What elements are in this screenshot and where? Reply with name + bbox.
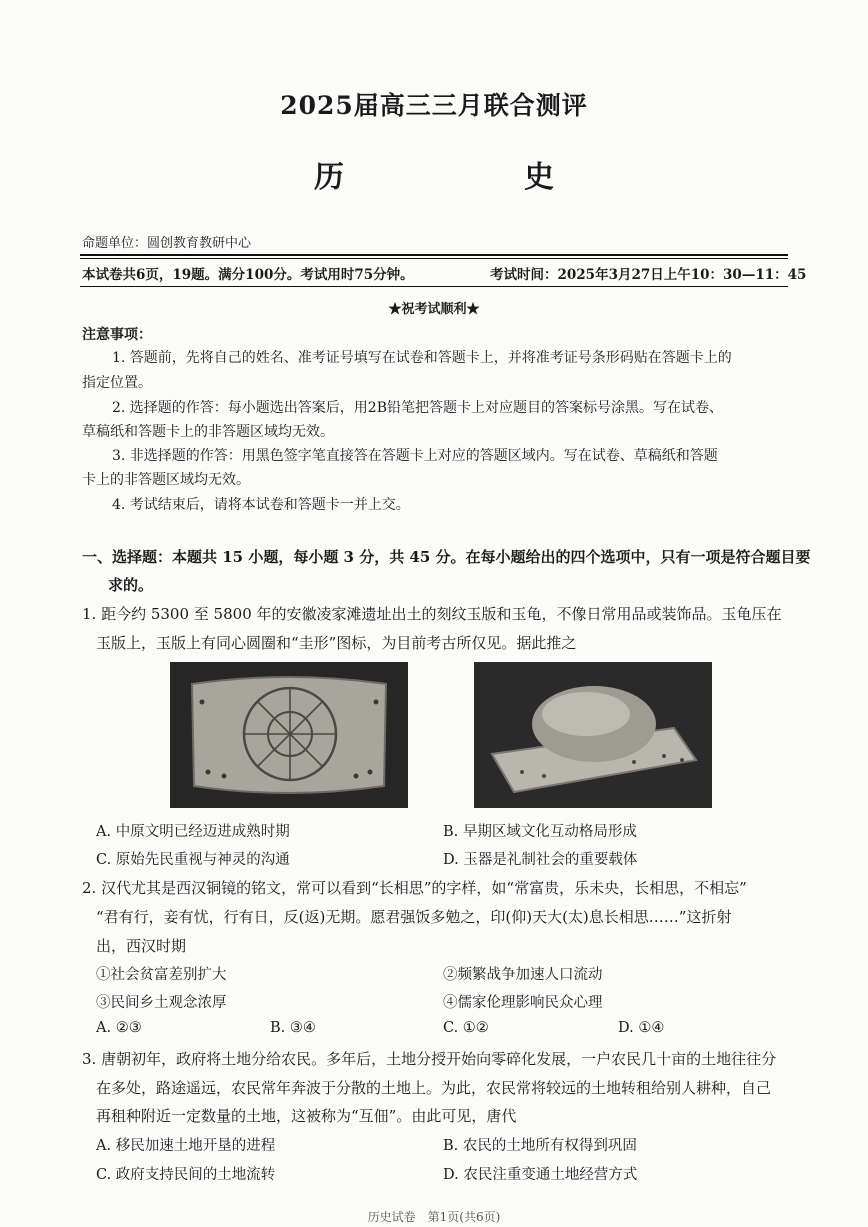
- q2-option-b: B. ③④: [270, 1020, 316, 1036]
- q2-statement-4: ④儒家伦理影响民众心理: [443, 995, 603, 1011]
- question-2-stem: “君有行，妾有忧，行有日，反(返)无期。愿君强饭多勉之，印(仰)天大(太)息长相思……”这折射: [96, 908, 732, 926]
- q3-option-c: C. 政府支持民间的土地流转: [96, 1167, 276, 1183]
- q3-option-a: A. 移民加速土地开垦的进程: [96, 1138, 276, 1154]
- question-3-stem: 在多处，路途遥远，农民常年奔波于分散的土地上。为此，农民常将较远的土地转租给别人耕种，自己: [96, 1079, 772, 1097]
- jade-turtle-photo: [474, 662, 712, 808]
- question-2-stem: 出，西汉时期: [96, 937, 187, 955]
- q2-statement-3: ③民间乡土观念浓厚: [96, 995, 227, 1011]
- q2-option-d: D. ①④: [618, 1020, 665, 1036]
- question-2-stem: 2. 汉代尤其是西汉铜镜的铭文，常可以看到“长相思”的字样，如“常富贵，乐未央，长相思，不相忘”: [82, 879, 747, 897]
- good-luck-banner: ★祝考试顺利★: [388, 302, 480, 317]
- notice-line: 草稿纸和答题卡上的非答题区域均无效。: [82, 424, 334, 440]
- q1-option-c: C. 原始先民重视与神灵的沟通: [96, 852, 290, 868]
- q1-option-d: D. 玉器是礼制社会的重要载体: [443, 852, 638, 868]
- q2-statement-2: ②频繁战争加速人口流动: [443, 967, 603, 983]
- organizer: 命题单位：圆创教育教研中心: [82, 236, 252, 251]
- divider: [80, 258, 788, 259]
- question-1-stem: 1. 距今约 5300 至 5800 年的安徽凌家滩遗址出土的刻纹玉版和玉龟，不像日常用品或装饰品。玉龟压在: [82, 605, 782, 623]
- notice-line: 2. 选择题的作答：每小题选出答案后，用2B铅笔把答题卡上对应题目的答案标号涂黑。写在试卷、: [112, 400, 724, 416]
- question-3-stem: 3. 唐朝初年，政府将土地分给农民。多年后，土地分授开始向零碎化发展，一户农民几十亩的土地往往分: [82, 1050, 777, 1068]
- section-heading-cont: 求的。: [108, 576, 154, 594]
- q2-option-c: C. ①②: [443, 1020, 489, 1036]
- notice-line: 1. 答题前，先将自己的姓名、准考证号填写在试卷和答题卡上，并将准考证号条形码贴在答题卡上的: [112, 350, 732, 366]
- subject-title: 历 史: [314, 160, 594, 195]
- q1-option-b: B. 早期区域文化互动格局形成: [443, 824, 637, 840]
- notice-line: 卡上的非答题区域均无效。: [82, 472, 250, 488]
- q3-option-d: D. 农民注重变通土地经营方式: [443, 1167, 638, 1183]
- exam-title: 2025届高三三月联合测评: [280, 91, 588, 120]
- question-3-stem: 再租种附近一定数量的土地，这被称为“互佃”。由此可见，唐代: [96, 1107, 517, 1125]
- q2-option-a: A. ②③: [96, 1020, 142, 1036]
- page-footer: 历史试卷 第1页(共6页): [367, 1210, 501, 1224]
- question-1-stem: 玉版上，玉版上有同心圆圈和“圭形”图标，为目前考古所仅见。据此推之: [96, 634, 577, 652]
- section-heading: 一、选择题：本题共 15 小题，每小题 3 分，共 45 分。在每小题给出的四个选项中，只有一项是符合题目要: [82, 548, 811, 566]
- exam-time: 考试时间：2025年3月27日上午10：30—11：45: [490, 267, 807, 283]
- q1-option-a: A. 中原文明已经迈进成熟时期: [96, 824, 290, 840]
- notice-line: 3. 非选择题的作答：用黑色签字笔直接答在答题卡上对应的答题区域内。写在试卷、草稿纸和答题: [112, 448, 718, 464]
- exam-info: 本试卷共6页，19题。满分100分。考试用时75分钟。: [82, 267, 414, 283]
- divider: [80, 286, 788, 287]
- notice-line: 4. 考试结束后，请将本试卷和答题卡一并上交。: [112, 497, 410, 513]
- notice-line: 指定位置。: [82, 375, 152, 391]
- divider: [80, 254, 788, 256]
- q3-option-b: B. 农民的土地所有权得到巩固: [443, 1138, 637, 1154]
- q2-statement-1: ①社会贫富差别扩大: [96, 967, 227, 983]
- notice-heading: 注意事项：: [82, 327, 152, 343]
- jade-plaque-photo: [170, 662, 408, 808]
